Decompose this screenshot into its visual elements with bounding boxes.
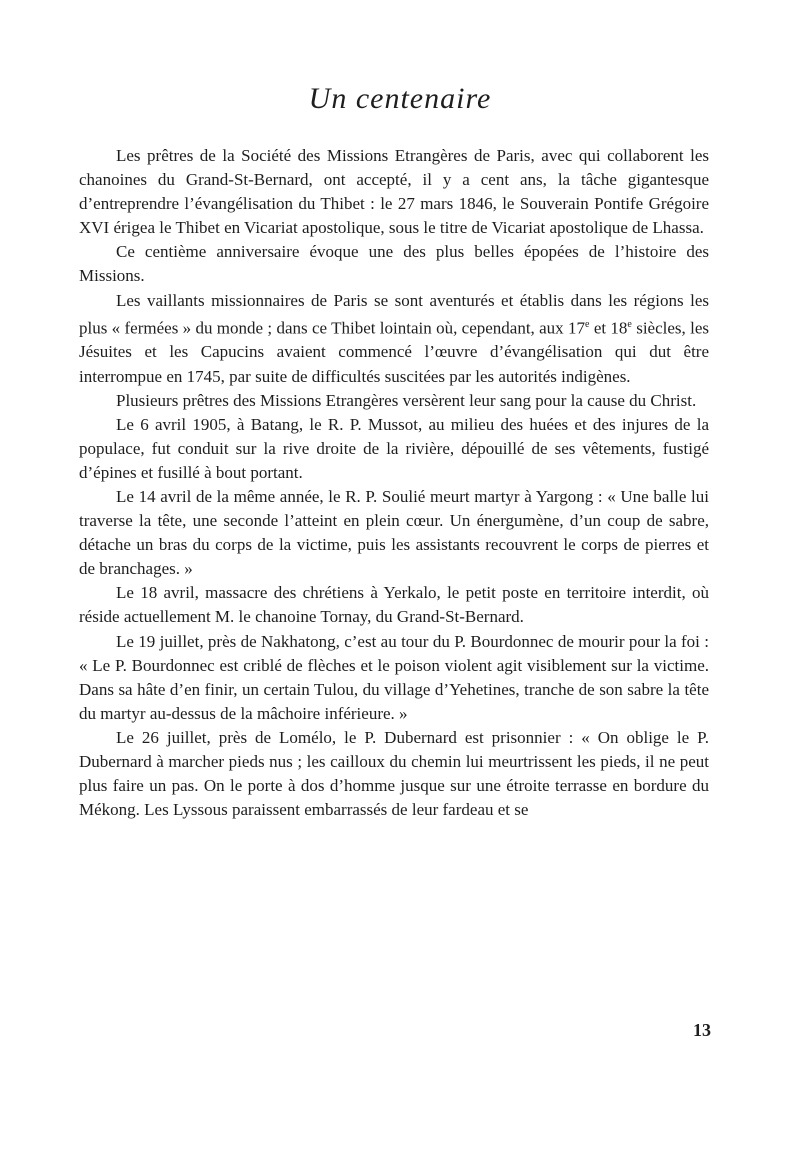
- page-title: Un centenaire: [308, 82, 492, 115]
- paragraph: Les vaillants missionnaires de Paris se sont aventurés et établis dans les régions les plus « fermées » du monde ; dans ce Thibet lointain où, cependant, aux 17e et 18e siècles, les Jésuites et les Capucins avaient commencé l’œuvre d’évangélisation qui dut être interrompue en 1745, par suite de difficultés suscitées par les autorités indigènes.: [79, 290, 709, 386]
- paragraph: Le 6 avril 1905, à Batang, le R. P. Mussot, au milieu des huées et des injures de la populace, fut conduit sur la rive droite de la rivière, dépouillé de ses vêtements, fustigé d’épines et fusillé à bout portant.: [79, 414, 709, 482]
- paragraph: Le 19 juillet, près de Nakhatong, c’est au tour du P. Bourdonnec de mourir pour la foi : « Le P. Bourdonnec est criblé de flèches et le poison violent agit visiblement sur la victime. Dans sa hâte d’en finir, un certain Tulou, du village d’Yehetines, tranche de son sabre la tête du martyr au-dessus de la mâchoire inférieure. »: [79, 631, 709, 723]
- body-text: [79, 144, 709, 822]
- paragraph: Le 14 avril de la même année, le R. P. Soulié meurt martyr à Yargong : « Une balle lui traverse la tête, une seconde l’atteint en plein cœur. Un énergumène, d’un coup de sabre, détache un bras du corps de la victime, puis les assistants recouvrent le corps de pierres et de branchages. »: [79, 486, 709, 579]
- paragraph: Les prêtres de la Société des Missions Etrangères de Paris, avec qui collaborent les chanoines du Grand-St-Bernard, ont accepté, il y a cent ans, la tâche gigantesque d’entreprendre l’évangélisation du Thibet : le 27 mars 1846, le Souverain Pontife Grégoire XVI érigea le Thibet en Vicariat apostolique, sous le titre de Vicariat apostolique de Lhassa.: [79, 146, 709, 238]
- page-number: 13: [693, 1020, 711, 1040]
- paragraph: Le 18 avril, massacre des chrétiens à Yerkalo, le petit poste en territoire interdit, où réside actuellement M. le chanoine Tornay, du Grand-St-Bernard.: [79, 583, 709, 627]
- paragraph: Plusieurs prêtres des Missions Etrangères versèrent leur sang pour la cause du Christ.: [116, 390, 697, 410]
- paragraph: Le 26 juillet, près de Lomélo, le P. Dubernard est prisonnier : « On oblige le P. Dubernard à marcher pieds nus ; les cailloux du chemin lui meurtrissent les pieds, il ne peut plus faire un pas. On le porte à dos d’homme jusque sur une étroite terrasse en bordure du Mékong. Les Lyssous paraissent embarrassés de leur fardeau et se: [79, 727, 709, 820]
- paragraph: Ce centième anniversaire évoque une des plus belles épopées de l’histoire des Missions.: [79, 242, 709, 286]
